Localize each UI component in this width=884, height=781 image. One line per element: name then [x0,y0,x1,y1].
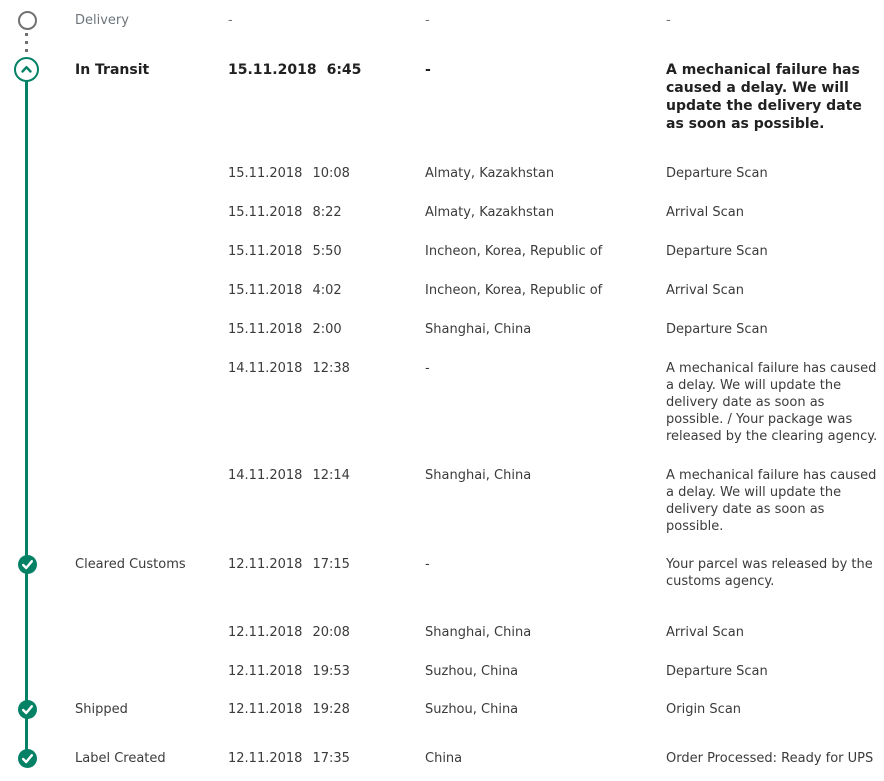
milestone-row-label-created [0,750,884,767]
activity-row [0,165,884,182]
activity-date: 12.11.2018 17:15 [228,557,350,572]
activity-date: 15.11.2018 4:02 [228,283,342,298]
activity-row [0,360,884,445]
status-label [75,663,228,680]
status-label: In Transit [75,62,150,78]
activity-row [0,243,884,260]
activity-location: Shanghai, China [425,468,532,483]
activity-location: Suzhou, China [425,664,519,679]
activity-row [0,282,884,299]
status-label [75,360,228,445]
activity-date: 12.11.2018 17:35 [228,751,350,766]
timeline-dotted-connector [25,33,28,56]
status-label [75,467,228,535]
status-label: Delivery [75,13,129,28]
status-label [75,243,228,260]
milestone-row-delivery [0,12,884,29]
activity-date: - [228,13,233,28]
activity-location: Incheon, Korea, Republic of [425,244,603,259]
activity-description: Departure Scan [666,664,768,679]
activity-row [0,467,884,535]
activity-description: Order Processed: Ready for UPS [666,751,874,766]
activity-location: Incheon, Korea, Republic of [425,283,603,298]
activity-location: Almaty, Kazakhstan [425,205,555,220]
activity-date: 15.11.2018 8:22 [228,205,342,220]
activity-location: Shanghai, China [425,625,532,640]
status-label [75,321,228,338]
status-label [75,204,228,221]
activity-date: 12.11.2018 19:53 [228,664,350,679]
activity-description: Arrival Scan [666,625,744,640]
activity-description: Departure Scan [666,166,768,181]
activity-description: A mechanical failure has caused a delay. We will update the delivery date as soon as possible. [666,468,877,534]
activity-description: A mechanical failure has caused a delay. We will update the delivery date as soon as possible. / Your package was released by the clearing agency. [666,361,878,444]
activity-row [0,663,884,680]
activity-description: Arrival Scan [666,205,744,220]
milestone-row-shipped [0,701,884,718]
check-icon [18,700,37,719]
milestone-row-in-transit [0,61,884,133]
activity-description: Arrival Scan [666,283,744,298]
activity-date: 15.11.2018 5:50 [228,244,342,259]
activity-date: 14.11.2018 12:38 [228,361,350,376]
activity-location: Shanghai, China [425,322,532,337]
activity-location: - [425,557,430,572]
activity-description: Departure Scan [666,322,768,337]
activity-date: 15.11.2018 10:08 [228,166,350,181]
activity-date: 12.11.2018 19:28 [228,702,350,717]
status-label [75,165,228,182]
activity-location: Almaty, Kazakhstan [425,166,555,181]
status-label [75,624,228,641]
milestone-row-cleared-customs [0,556,884,590]
activity-date: 15.11.2018 6:45 [228,62,362,78]
status-label: Label Created [75,751,166,766]
circle-outline-icon [18,11,37,30]
activity-description: A mechanical failure has caused a delay. We will update the delivery date as soon as possible. [666,62,862,132]
activity-description: Departure Scan [666,244,768,259]
activity-location: - [425,361,430,376]
activity-date: 15.11.2018 2:00 [228,322,342,337]
check-icon [18,555,37,574]
activity-description: Your parcel was released by the customs agency. [666,557,873,589]
activity-row [0,624,884,641]
activity-location: - [425,13,430,28]
status-label: Shipped [75,702,128,717]
chevron-up-icon[interactable] [14,57,39,82]
activity-description: Origin Scan [666,702,742,717]
activity-location: - [425,62,431,78]
activity-location: Suzhou, China [425,702,519,717]
check-icon [18,749,37,768]
status-label [75,282,228,299]
activity-date: 14.11.2018 12:14 [228,468,350,483]
activity-location: China [425,751,463,766]
activity-row [0,204,884,221]
activity-date: 12.11.2018 20:08 [228,625,350,640]
activity-description: - [666,13,671,28]
activity-row [0,321,884,338]
status-label: Cleared Customs [75,557,186,572]
